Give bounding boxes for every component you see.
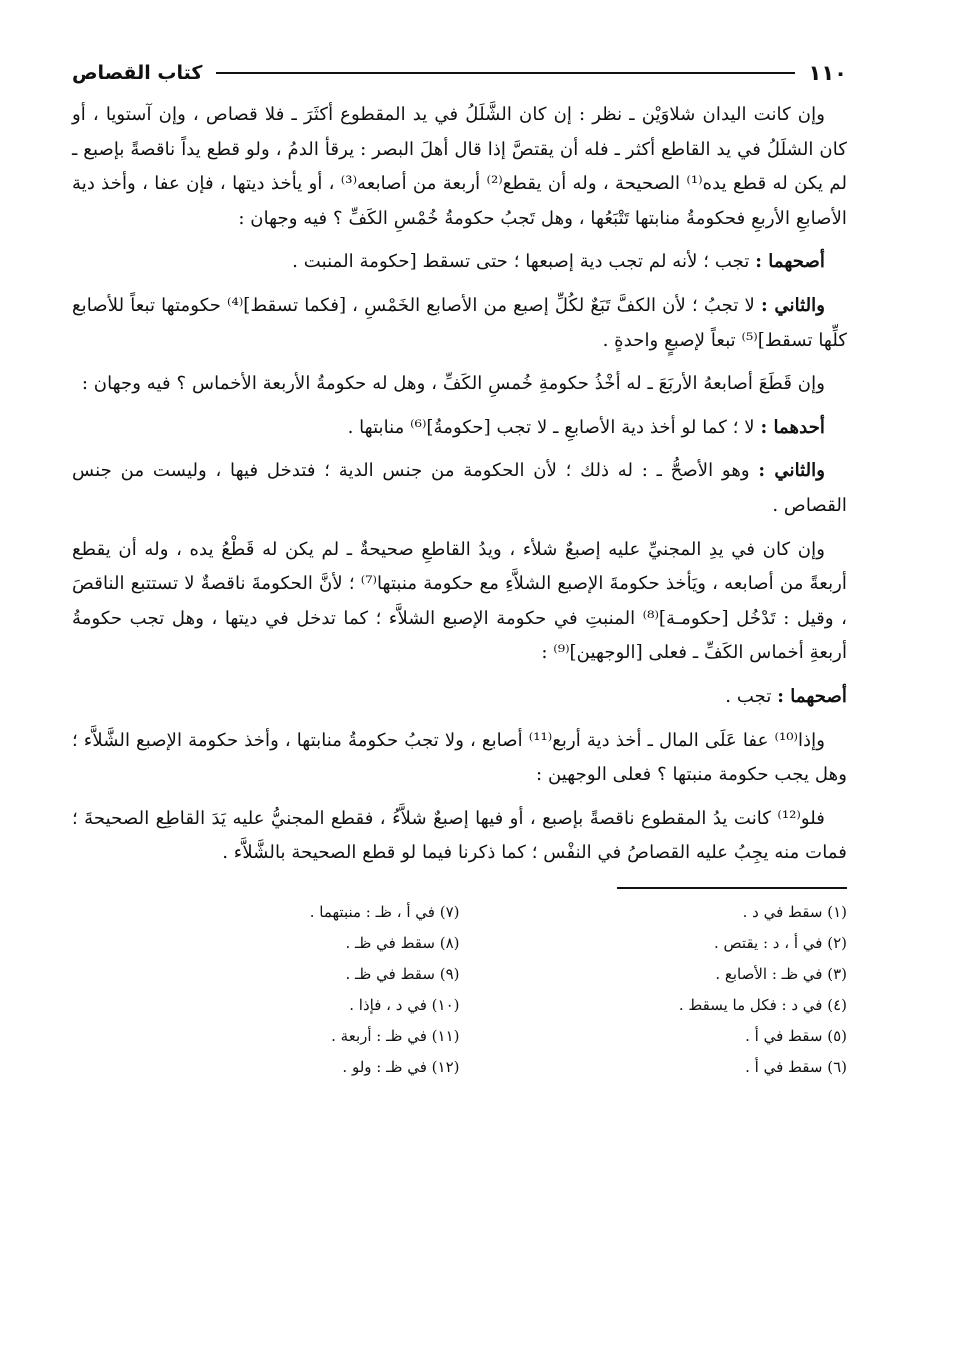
footnote: (٨) سقط في ظـ . (345, 933, 460, 952)
footnote: (٩) سقط في ظـ . (345, 964, 460, 983)
book-page (72, 58, 847, 1083)
footnotes-right-column (460, 897, 848, 1083)
paragraph-lead: أصحهما : (777, 685, 847, 707)
footnote: (٢) في أ ، د : يقتص . (714, 933, 847, 952)
page-number: ١١٠ (808, 61, 847, 85)
footnote: (٦) سقط في أ . (745, 1057, 847, 1076)
footnote: (١٢) في ظـ : ولو . (342, 1057, 460, 1076)
paragraph (72, 802, 847, 871)
paragraph-text: تجب ؛ لأنه لم تجب دية إصبعها ؛ حتى تسقط [حكومة المنبت . (292, 251, 756, 273)
paragraph-lead: والثاني : (761, 294, 825, 316)
footnote: (١) سقط في د . (742, 902, 847, 921)
footnote: (١١) في ظـ : أربعة . (331, 1026, 460, 1045)
footnotes (72, 897, 847, 1083)
footnotes-left-column (72, 897, 460, 1083)
running-title: كتاب القصاص (72, 62, 203, 84)
paragraph-text: وإن كانت اليدان شلاوَيْن ـ نظر : إن كان الشَّلَلُ في يد المقطوع أكثَرَ ـ فلا قصاص ، وإن آستويا ، أو كان الشلَلُ في يد القاطع أكثر ـ فله أن يقتصَّ إذا قال أهلَ البصر : يرقأ الدمُ ، ولو قطع يداً ناقصةً بإصبع ـ لم يكن له قطع يده⁽¹⁾ الصحيحة ، وله أن يقطع⁽²⁾ أربعة من أصابعه⁽³⁾ ، أو يأخذ ديتها ، فإن عفا ، وأخذ دية الأصابعِ الأربعِ فحكومةُ منابتها تَتْبَعُها ، وهل تَجبُ حكومةُ خُمْسِ الكَفِّ ؟ فيه وجهان : (72, 104, 847, 229)
footnote-separator (617, 887, 847, 889)
footnote: (٥) سقط في أ . (745, 1026, 847, 1045)
paragraph (72, 680, 847, 715)
paragraph-lead: أصحهما : (755, 251, 825, 273)
paragraph (72, 454, 847, 523)
footnote: (٤) في د : فكل ما يسقط . (678, 995, 847, 1014)
paragraph (72, 98, 847, 236)
paragraph (72, 367, 847, 402)
paragraph (72, 245, 847, 280)
paragraph (72, 411, 847, 446)
paragraph (72, 289, 847, 358)
header-rule (216, 72, 794, 74)
paragraph-text: تجب . (725, 685, 778, 707)
paragraph-lead: والثاني : (758, 460, 825, 482)
main-text (72, 98, 847, 871)
paragraph-lead: أحدهما : (760, 416, 825, 438)
footnote: (١٠) في د ، فإذا . (349, 995, 460, 1014)
footnote: (٣) في ظـ : الأصابع . (715, 964, 847, 983)
paragraph-text: وإذا⁽¹⁰⁾ عفا عَلَى المال ـ أخذ دية أربع⁽¹¹⁾ أصابع ، ولا تجبُ حكومةُ منابتها ، وأخذ حكومة الإصبع الشَّلاَّء ؛ وهل يجب حكومة منبتها ؟ فعلى الوجهين : (72, 729, 847, 786)
paragraph-text: وإن قَطَعَ أصابعهُ الأربَعَ ـ له أخْذُ حكومةِ خُمسِ الكَفِّ ، وهل له حكومةُ الأربعة الأخماس ؟ فيه وجهان : (81, 373, 825, 395)
paragraph-text: لا تجبُ ؛ لأن الكفَّ تَبَعٌ لكُلِّ إصبع من الأصابع الخَمْسِ ، [فكما تسقط]⁽⁴⁾ حكومتها تبعاً للأصابع كلِّها تسقط]⁽⁵⁾ تبعاً لإصبعٍ واحدةٍ . (72, 294, 847, 351)
paragraph-text: فلو⁽¹²⁾ كانت يدُ المقطوع ناقصةً بإصبع ، أو فيها إصبعٌ شلاَّءُ ، فقطع المجنيُّ عليه يَدَ القاطِع الصحيحةَ ؛ فمات منه يجِبُ عليه القصاصُ في النفْس ؛ كما ذكرنا فيما لو قطع الصحيحة بالشَّلاَّء . (72, 807, 847, 864)
paragraph-text: وإن كان في يدِ المجنيِّ عليه إصبعٌ شلأء ، ويدُ القاطعِ صحيحةٌ ـ لم يكن له قَطْعُ يده ، وله أن يقطع أربعةً من أصابعه ، ويَأخذ حكومةَ الإصبع الشلاَّءِ مع حكومة منبتها⁽⁷⁾ ؛ لأنَّ الحكومةَ ناقصةٌ لا تستتبع الناقصَ ، وقيل : تَدْخُل [حكومـة]⁽⁸⁾ المنبتِ في حكومة الإصبع الشلاَّء ؛ كما تدخل في ديتها ، وهل تجب حكومةُ أربعةِ أخماس الكَفِّ ـ فعلى [الوجهين]⁽⁹⁾ : (72, 538, 847, 664)
footnote: (٧) في أ ، ظـ : منبتهما . (309, 902, 460, 921)
page-header (72, 58, 847, 88)
paragraph (72, 724, 847, 793)
paragraph (72, 533, 847, 671)
paragraph-text: وهو الأصحُّ ـ : له ذلك ؛ لأن الحكومة من جنس الدية ؛ فتدخل فيها ، وليست من جنس القصاص . (72, 460, 847, 516)
paragraph-text: لا ؛ كما لو أخذ دية الأصابعِ ـ لا تجب [حكومةُ]⁽⁶⁾ منابتها . (347, 416, 761, 438)
